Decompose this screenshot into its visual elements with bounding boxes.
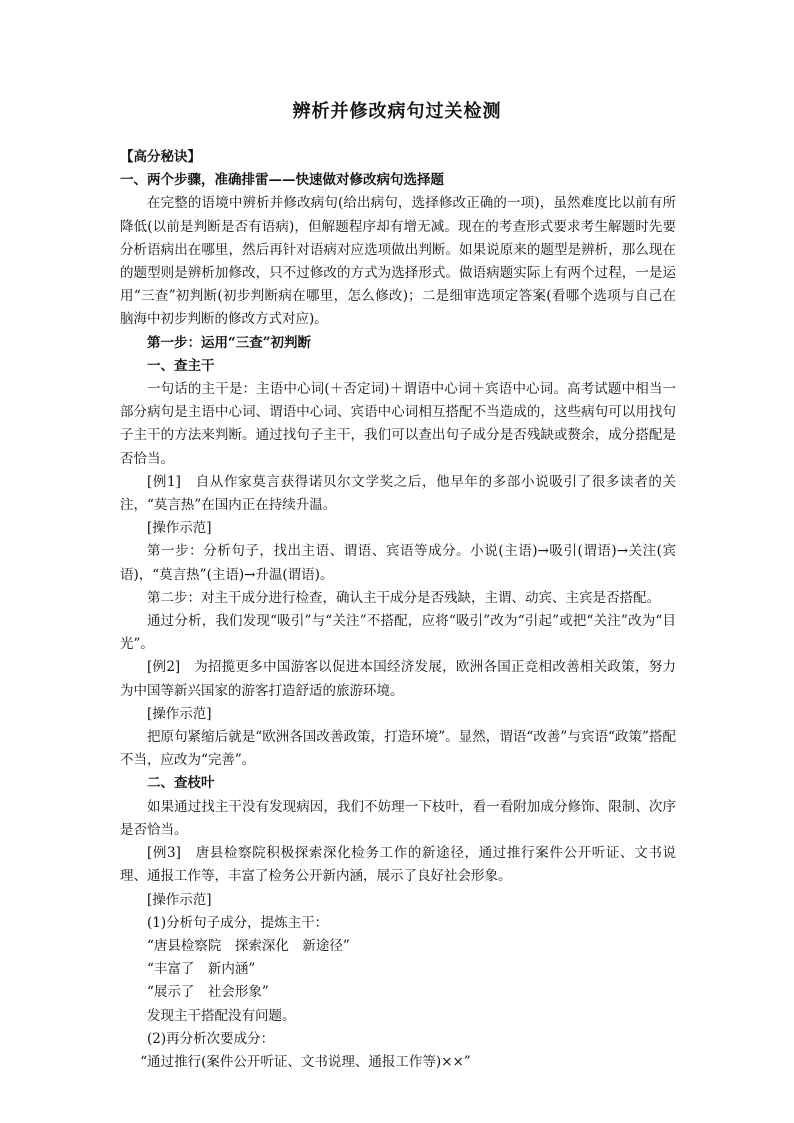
subsection-heading: 二、查枝叶 [147, 775, 215, 792]
list-item: (1)分析句子成分，提炼主干： [147, 914, 329, 931]
paragraph: 第二步：对主干成分进行检查，确认主干成分是否残缺，主谓、动宾、主宾是否搭配。 [147, 589, 660, 606]
document-body [120, 146, 676, 1074]
section-tag: 【高分秘诀】 [120, 149, 201, 165]
example-paragraph: [例1] 自从作家莫言获得诺贝尔文学奖之后，他早年的多部小说吸引了很多读者的关注，“莫言热”在国内正在持续升温。 [120, 473, 676, 514]
quote-line: “丰富了 新内涵” [147, 961, 256, 978]
paragraph: 发现主干搭配没有问题。 [147, 1007, 296, 1024]
quote-line: “通过推行(案件公开听证、文书说理、通报工作等)××” [140, 1053, 471, 1070]
list-item: (2)再分析次要成分： [147, 1030, 275, 1047]
paragraph: 一句话的主干是：主语中心词(＋否定词)＋谓语中心词＋宾语中心词。高考试题中相当一部分病句是主语中心词、谓语中心词、宾语中心词相互搭配不当造成的，这些病句可以用找句子主干的方法来判断。通过找句子主干，我们可以查出句子成分是否残缺或赘余，成分搭配是否恰当。 [120, 381, 676, 467]
document-title: 辨析并修改病句过关检测 [292, 101, 502, 122]
paragraph: 把原句紧缩后就是“欧洲各国改善政策，打造环境”。显然，谓语“改善”与宾语“政策”搭配不当，应改为“完善”。 [120, 729, 676, 769]
section-heading: 一、两个步骤，准确排雷——快速做对修改病句选择题 [120, 172, 444, 189]
paragraph: 如果通过找主干没有发现病因，我们不妨理一下枝叶，看一看附加成分修饰、限制、次序是否恰当。 [120, 798, 676, 838]
step-heading: 第一步：运用“三查”初判断 [147, 334, 312, 351]
demo-label: [操作示范] [147, 705, 212, 722]
subsection-heading: 一、查主干 [147, 357, 215, 374]
demo-label: [操作示范] [147, 520, 212, 537]
example-paragraph: [例3] 唐县检察院积极探索深化检务工作的新途径，通过推行案件公开听证、文书说理、通报工作等，丰富了检务公开新内涵，展示了良好社会形象。 [120, 845, 676, 885]
paragraph: 第一步：分析句子，找出主语、谓语、宾语等成分。小说(主语)→吸引(谓语)→关注(宾语)，“莫言热”(主语)→升温(谓语)。 [120, 543, 676, 583]
example-paragraph: [例2] 为招揽更多中国游客以促进本国经济发展，欧洲各国正竞相改善相关政策，努力为中国等新兴国家的游客打造舒适的旅游环境。 [120, 659, 676, 699]
paragraph: 通过分析，我们发现“吸引”与“关注”不搭配，应将“吸引”改为“引起”或把“关注”改为“目光”。 [120, 613, 676, 653]
quote-line: “展示了 社会形象” [147, 984, 269, 1001]
paragraph: 在完整的语境中辨析并修改病句(给出病句，选择修改正确的一项)，虽然难度比以前有所降低(以前是判断是否有语病)，但解题程序却有增无减。现在的考查形式要求考生解题时先要分析语病出在哪里，然后再针对语病对应选项做出判断。如果说原来的题型是辨析，那么现在的题型则是辨析加修改，只不过修改的方式为选择形式。做语病题实际上有两个过程，一是运用“三查”初判断(初步判断病在哪里，怎么修改)；二是细审选项定答案(看哪个选项与自己在脑海中初步判断的修改方式对应)。 [120, 195, 676, 328]
quote-line: “唐县检察院 探索深化 新途径” [147, 937, 350, 954]
demo-label: [操作示范] [147, 891, 212, 908]
